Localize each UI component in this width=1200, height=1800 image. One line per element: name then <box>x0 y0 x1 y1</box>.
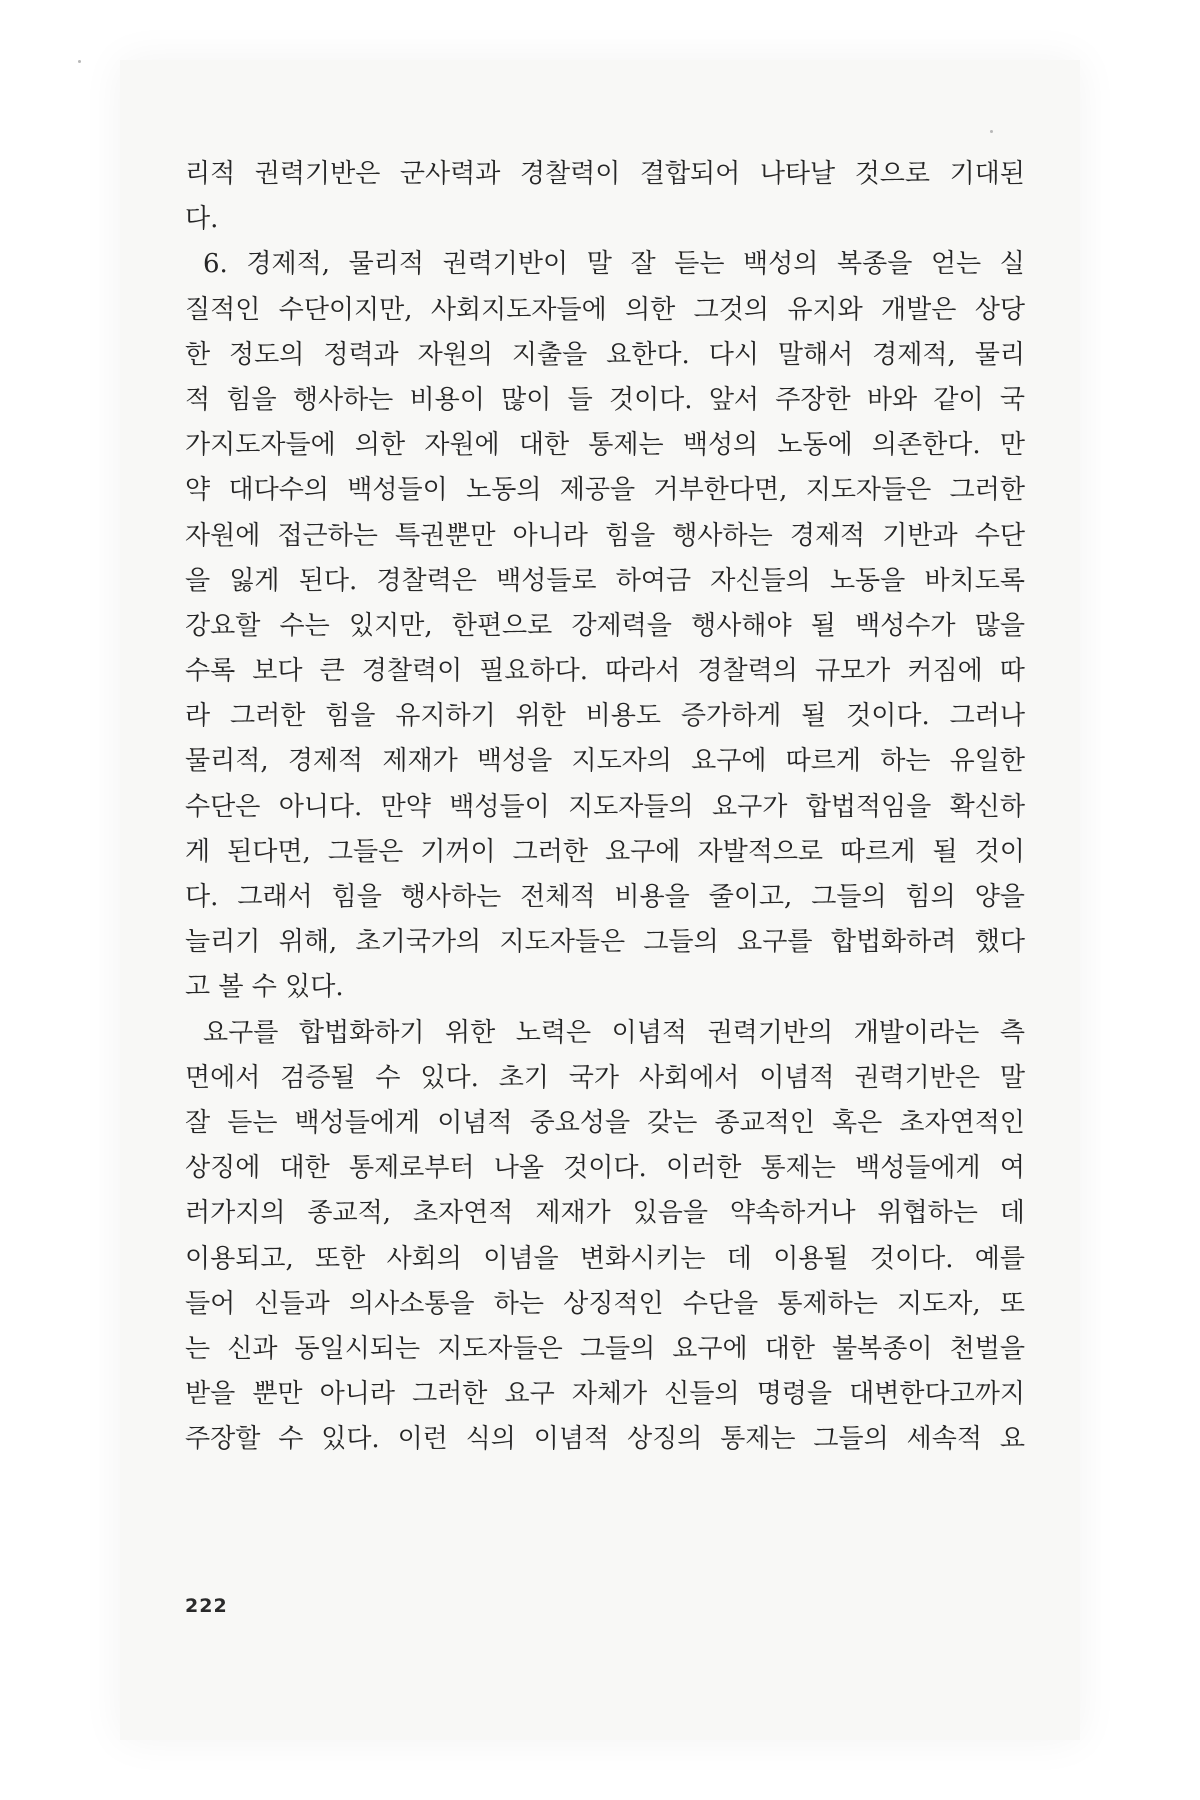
text-line: 주장할 수 있다. 이런 식의 이념적 상징의 통제는 그들의 세속적 요 <box>185 1424 1025 1455</box>
text-line: 다. <box>185 204 219 235</box>
text-line: 을 잃게 된다. 경찰력은 백성들로 하여금 자신들의 노동을 바치도록 <box>185 565 1025 596</box>
scan-speck <box>78 60 81 63</box>
text-line: 받을 뿐만 아니라 그러한 요구 자체가 신들의 명령을 대변한다고까지 <box>185 1379 1025 1410</box>
text-line: 강요할 수는 있지만, 한편으로 강제력을 행사해야 될 백성수가 많을 <box>185 610 1025 641</box>
text-line: 가지도자들에 의한 자원에 대한 통제는 백성의 노동에 의존한다. 만 <box>185 430 1025 461</box>
text-line: 게 된다면, 그들은 기꺼이 그러한 요구에 자발적으로 따르게 될 것이 <box>185 836 1025 867</box>
body-text <box>185 152 1025 1462</box>
text-line: 자원에 접근하는 특권뿐만 아니라 힘을 행사하는 경제적 기반과 수단 <box>185 520 1025 551</box>
text-line: 들어 신들과 의사소통을 하는 상징적인 수단을 통제하는 지도자, 또 <box>185 1288 1025 1319</box>
text-line: 요구를 합법화하기 위한 노력은 이념적 권력기반의 개발이라는 측 <box>203 1017 1025 1048</box>
text-line: 물리적, 경제적 제재가 백성을 지도자의 요구에 따르게 하는 유일한 <box>185 746 1025 777</box>
scan-speck <box>990 130 993 133</box>
text-line: 리적 권력기반은 군사력과 경찰력이 결합되어 나타날 것으로 기대된 <box>185 159 1025 189</box>
text-line: 잘 듣는 백성들에게 이념적 중요성을 갖는 종교적인 혹은 초자연적인 <box>185 1107 1025 1138</box>
text-line: 약 대다수의 백성들이 노동의 제공을 거부한다면, 지도자들은 그러한 <box>185 475 1025 506</box>
text-line: 6. 경제적, 물리적 권력기반이 말 잘 듣는 백성의 복종을 얻는 실 <box>203 249 1025 280</box>
text-line: 다. 그래서 힘을 행사하는 전체적 비용을 줄이고, 그들의 힘의 양을 <box>185 882 1025 912</box>
text-line: 적 힘을 행사하는 비용이 많이 들 것이다. 앞서 주장한 바와 같이 국 <box>185 384 1025 415</box>
text-line: 상징에 대한 통제로부터 나올 것이다. 이러한 통제는 백성들에게 여 <box>185 1153 1025 1184</box>
text-line: 면에서 검증될 수 있다. 초기 국가 사회에서 이념적 권력기반은 말 <box>185 1062 1025 1093</box>
page-number: 222 <box>185 1595 228 1617</box>
text-line: 이용되고, 또한 사회의 이념을 변화시키는 데 이용될 것이다. 예를 <box>185 1243 1025 1274</box>
text-line: 한 정도의 정력과 자원의 지출을 요한다. 다시 말해서 경제적, 물리 <box>185 339 1025 370</box>
text-line: 늘리기 위해, 초기국가의 지도자들은 그들의 요구를 합법화하려 했다 <box>185 927 1025 958</box>
text-line: 러가지의 종교적, 초자연적 제재가 있음을 약속하거나 위협하는 데 <box>185 1198 1025 1229</box>
text-line: 고 볼 수 있다. <box>185 972 344 1003</box>
text-line: 수록 보다 큰 경찰력이 필요하다. 따라서 경찰력의 규모가 커짐에 따 <box>185 656 1025 687</box>
text-line: 질적인 수단이지만, 사회지도자들에 의한 그것의 유지와 개발은 상당 <box>185 294 1025 325</box>
text-line: 라 그러한 힘을 유지하기 위한 비용도 증가하게 될 것이다. 그러나 <box>185 701 1025 732</box>
text-line: 수단은 아니다. 만약 백성들이 지도자들의 요구가 합법적임을 확신하 <box>185 791 1025 822</box>
text-line: 는 신과 동일시되는 지도자들은 그들의 요구에 대한 불복종이 천벌을 <box>185 1333 1025 1364</box>
